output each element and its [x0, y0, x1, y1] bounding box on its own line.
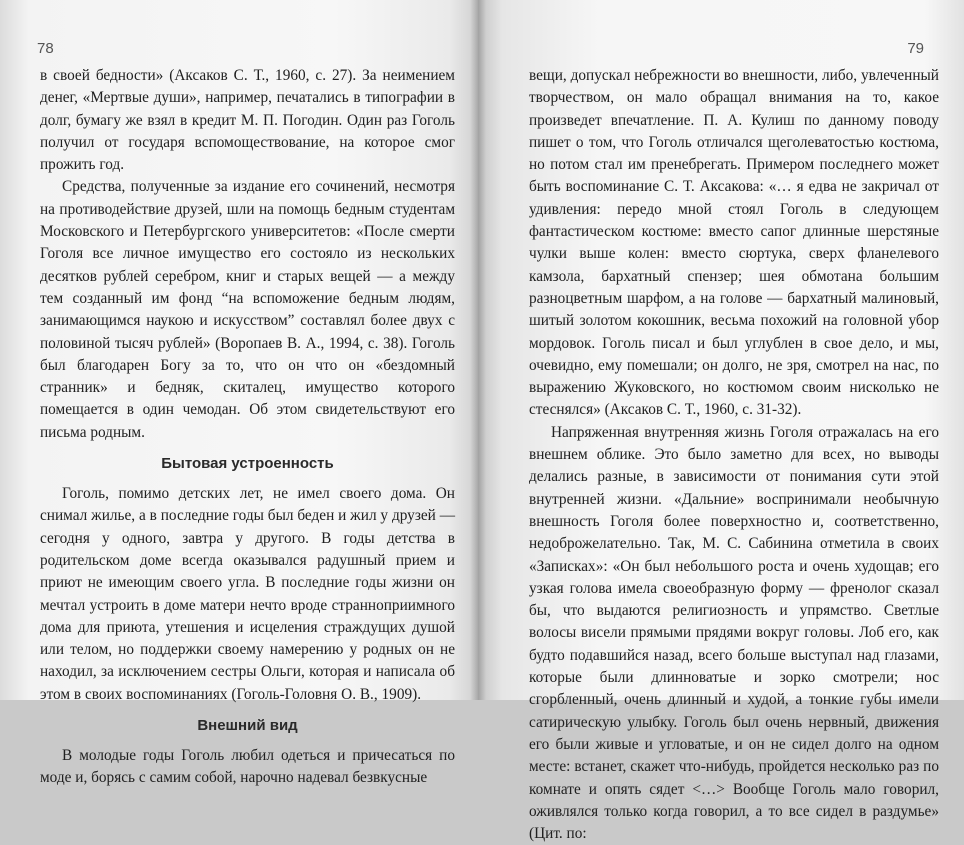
left-page: [0, 0, 478, 787]
paragraph: Средства, полученные за издание его сочинений, несмотря на противодействие друзей, шли на помощь бедным студентам Московского и Петербургского университетов: «После смерти Гоголя все личное имущество его состояло из нескольких десятков рублей серебром, книг и старых вещей — а между тем созданный им фонд “на вспоможение бедным людям, занимающимся наукою и искусством” составлял более двух с половиной тысяч рублей» (Воропаев В. А., 1994, с. 38). Гоголь был благодарен Богу за то, что он что он «бездомный странник» и бедняк, скиталец, имущество которого помещается в один чемодан. Об этом свидетельствуют его письма родным.: [40, 178, 455, 441]
paragraph: Гоголь, помимо детских лет, не имел своего дома. Он снимал жилье, а в последние годы был беден и жил у друзей — сегодня у одного, завтра у другого. В годы детства в родительском доме всегда оказывался радушный прием и приют не имеющим своего угла. В последние годы жизни он мечтал устроить в доме матери нечто вроде странноприимного дома для приюта, утешения и исцеления страждущих душой или телом, но поддержки своему намерению у родных он не находил, за исключением сестры Ольги, которая и написала об этом в своих воспоминаниях (Гоголь-Головня О. В., 1909).: [40, 485, 455, 703]
book-gutter: [470, 0, 486, 700]
page-number-left: 78: [37, 40, 54, 57]
paragraph: Напряженная внутренняя жизнь Гоголя отражалась на его внешнем облике. Это было заметно для всех, но выводы делались разные, в зависимости от понимания сути этой внутренней жизни. «Дальние» воспринимали необычную внешность Гоголя более поверхностно и, соответственно, недоброжелательно. Так, М. С. Сабинина отметила в своих «Записках»: «Он был небольшого роста и очень худощав; его узкая голова имела своеобразную форму — френолог сказал бы, что выдаются религиозность и упрямство. Светлые волосы висели прямыми прядями вокруг головы. Лоб его, как будто подавшийся назад, всего больше выступал над глазами, которые были длинноватые и зорко смотрели; нос сгорбленный, очень длинный и худой, а тонкие губы имели сатирическую улыбку. Гоголь был очень нервный, движения его были живые и угловатые, и он не сидел долго на одном месте: встанет, скажет что-нибудь, пройдется несколько раз по комнате и опять сядет <…> Вообще Гоголь мало говорил, оживлялся только когда говорил, а то все сидел в раздумье» (Цит. по:: [529, 423, 939, 843]
right-page-text: [529, 65, 939, 845]
left-page-text: [40, 65, 455, 790]
right-page: [478, 0, 964, 843]
paragraph: в своей бедности» (Аксаков С. Т., 1960, с. 27). За неимением денег, «Мертвые души», например, печатались в типографии в долг, бумагу же взял в кредит М. П. Погодин. Один раз Гоголь получил от государя вспомоществование, на которое смог прожить год.: [40, 67, 455, 174]
paragraph: В молодые годы Гоголь любил одеться и причесаться по моде и, борясь с самим собой, нарочно надевал безвкусные: [40, 747, 455, 787]
page-number-right: 79: [907, 40, 924, 57]
section-heading: Бытовая устроенность: [161, 455, 334, 473]
section-heading: Внешний вид: [197, 717, 298, 735]
paragraph: вещи, допускал небрежности во внешности, либо, увлеченный творчеством, он мало обращал внимания на то, какое произведет впечатление. П. А. Кулиш по данному поводу пишет о том, что Гоголь отличался щеголеватостью костюма, но потом стал им пренебрегать. Примером последнего может быть воспоминание С. Т. Аксакова: «… я едва не закричал от удивления: передо мной стоял Гоголь в следующем фантастическом костюме: вместо сапог длинные шерстяные чулки выше колен: вместо сюртука, сверх фланелевого камзола, бархатный спензер; шея обмотана большим разноцветным шарфом, а на голове — бархатный малиновый, шитый золотом кокошник, весьма похожий на головной убор мордовок. Гоголь писал и был углублен в свое дело, и мы, очевидно, ему помешали; он долго, не зря, смотрел на нас, по выражению Жуковского, но костюмом своим нисколько не стеснялся» (Аксаков С. Т., 1960, с. 31-32).: [529, 67, 939, 419]
